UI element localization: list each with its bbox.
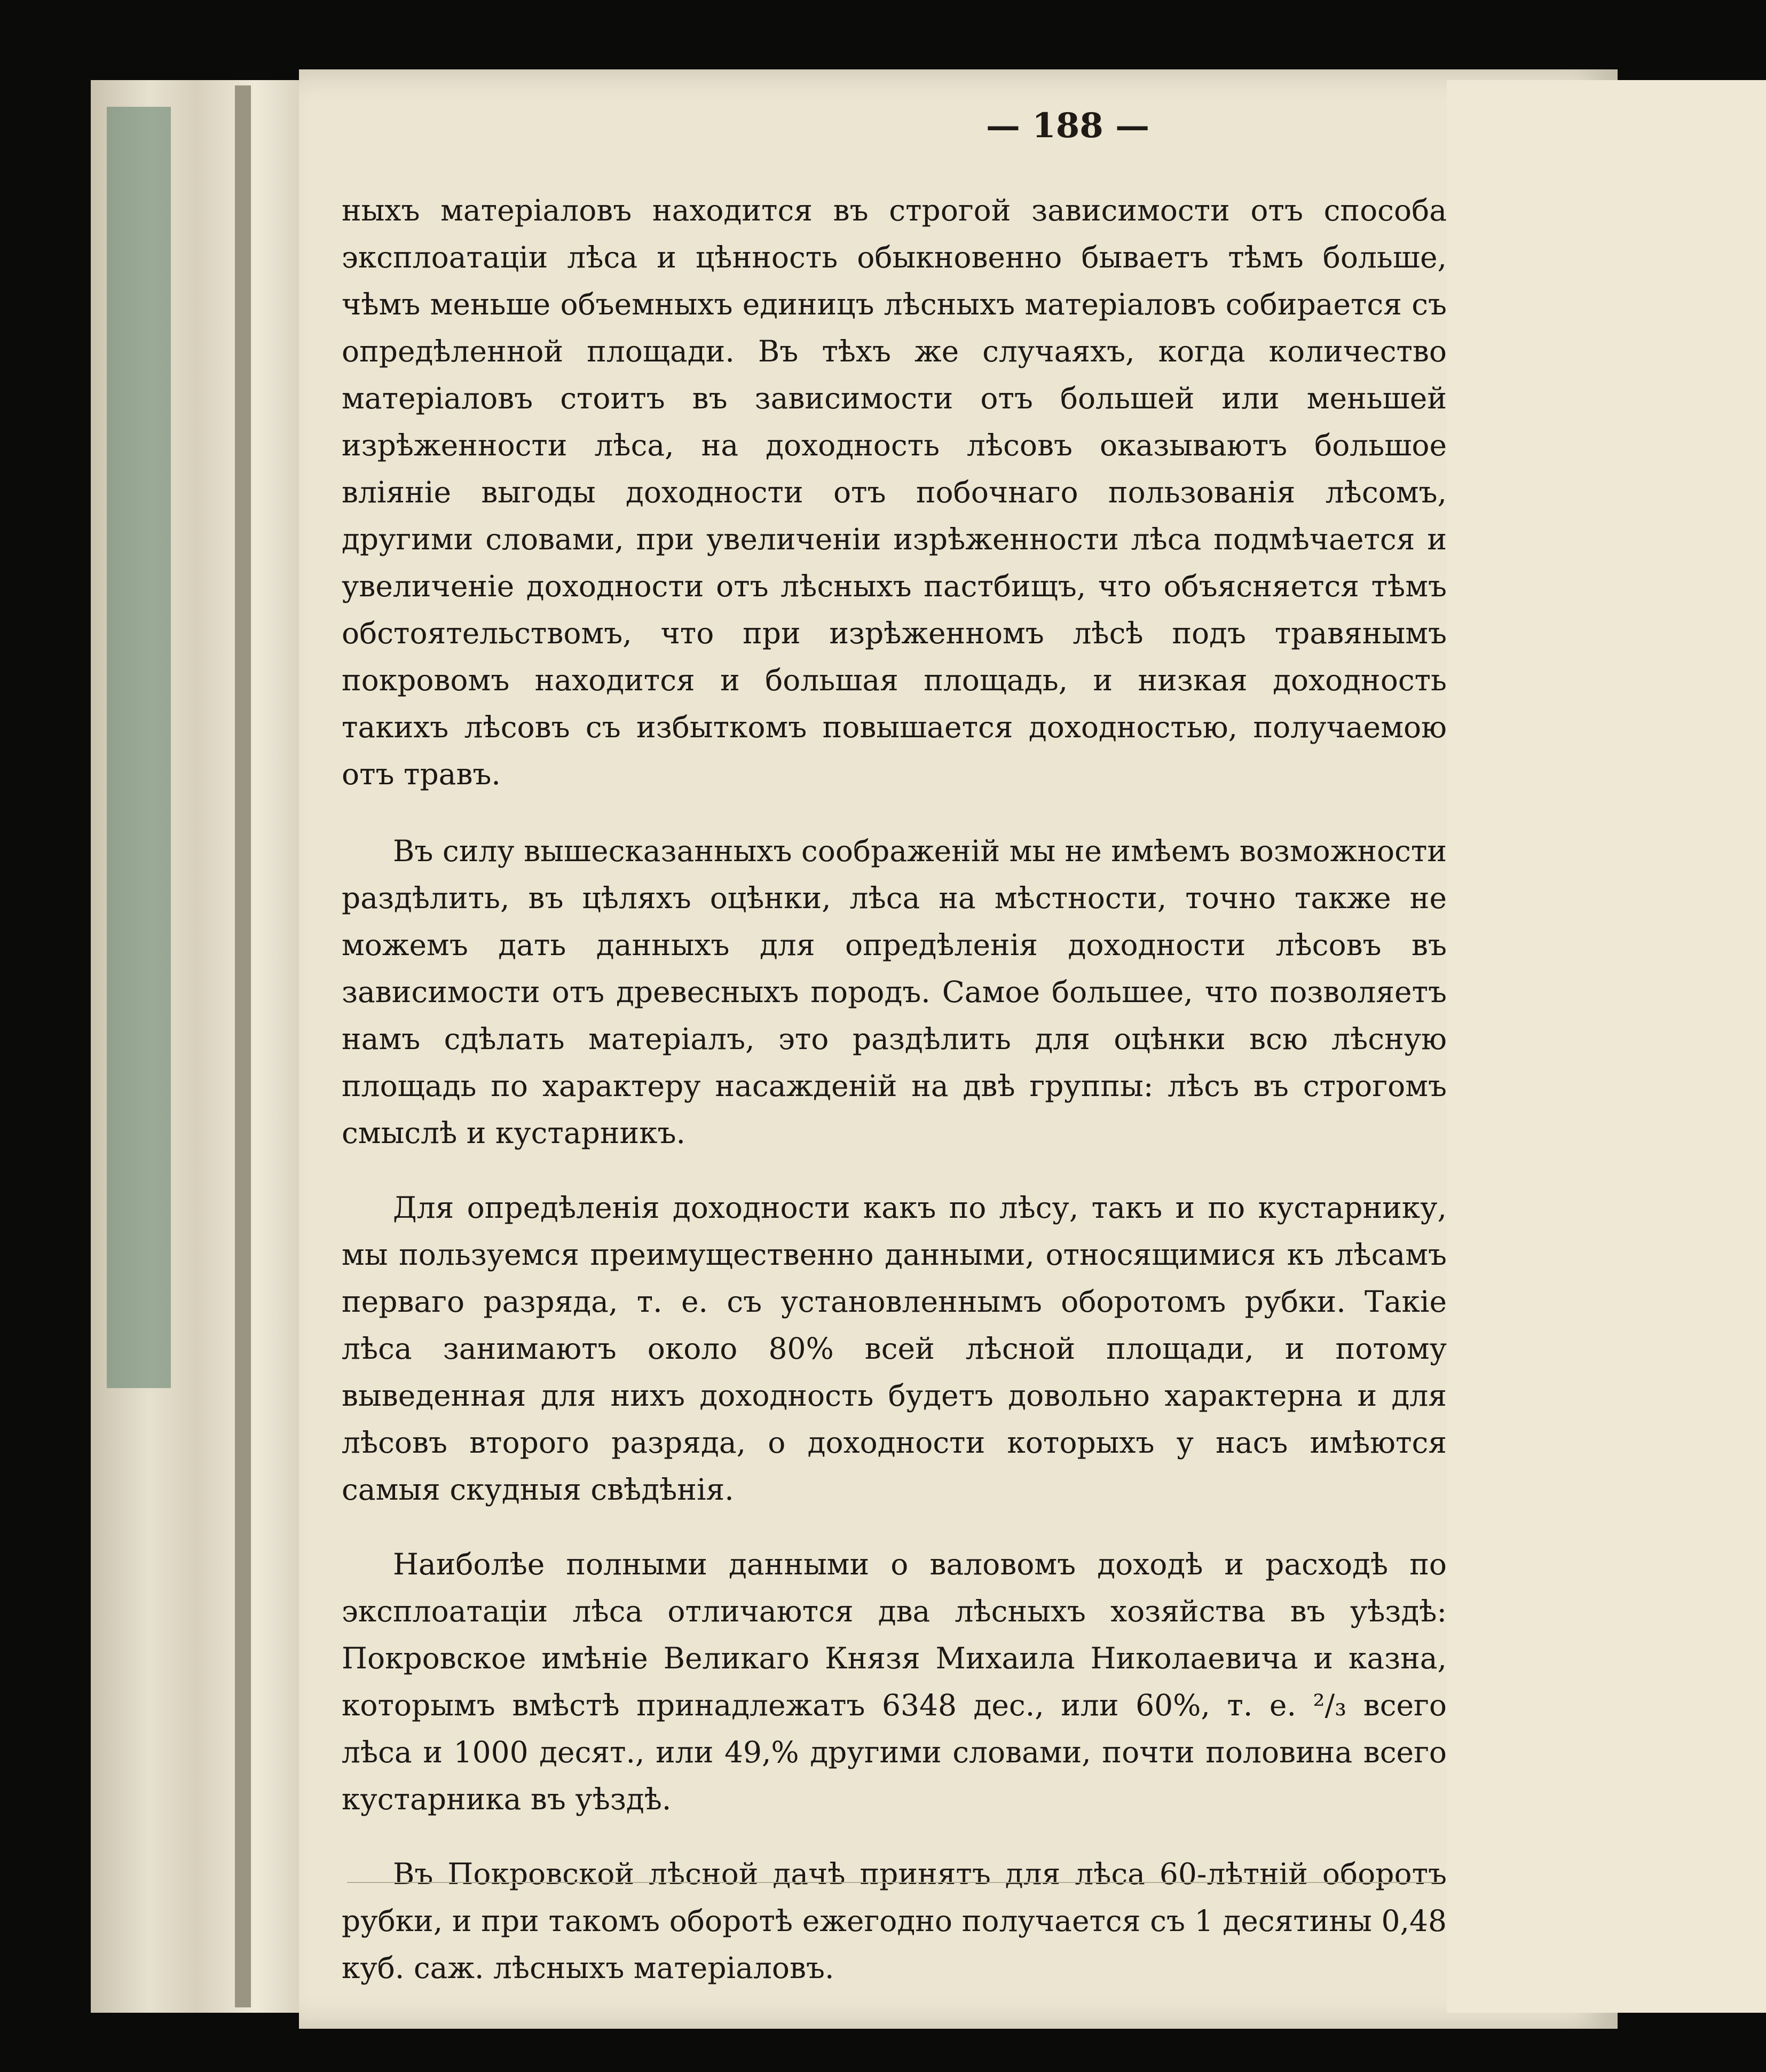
paragraph: Наиболѣе полными данными о валовомъ доходѣ и расходѣ по эксплоатаціи лѣса отличаются два лѣсныхъ хозяйства въ уѣздѣ: Покровское имѣніе Великаго Князя Михаила Николаевича и казна, которымъ вмѣстѣ принадлежатъ 6348 дес., или 60%, т. е. ²/₃ всего лѣса и 1000 десят., или 49,% другими словами, почти половина всего кустарника въ уѣздѣ. [342,1547,1447,1816]
paragraph: Въ Покровской лѣсной дачѣ принятъ для лѣса 60-лѣтній оборотъ рубки, и при такомъ оборотѣ ежегодно получается съ 1 десятины 0,48 куб. саж. лѣсныхъ матеріаловъ. [342,1857,1447,1985]
book-spine-shadow [235,85,251,2007]
page-number: — 188 — [986,106,1150,146]
paragraph: Для опредѣленія доходности какъ по лѣсу, такъ и по кустарнику, мы пользуемся преимущественно данными, относящимися къ лѣсамъ перваго разряда, т. е. съ установленнымъ оборотомъ рубки. Такіе лѣса занимаютъ около 80% всей лѣсной площади, и потому выведенная для нихъ доходность будетъ довольно характерна и для лѣсовъ второго разряда, о доходности которыхъ у насъ имѣются самыя скудныя свѣдѣнія. [342,1191,1447,1507]
body-text [342,187,1447,2019]
book-edge-strip [107,107,171,1388]
right-page [1447,80,1766,2013]
paragraph: ныхъ матеріаловъ находится въ строгой зависимости отъ способа эксплоатаціи лѣса и цѣнность обыкновенно бываетъ тѣмъ больше, чѣмъ меньше объемныхъ единицъ лѣсныхъ матеріаловъ собирается съ опредѣленной площади. Въ тѣхъ же случаяхъ, когда количество матеріаловъ стоитъ въ зависимости отъ большей или меньшей изрѣженности лѣса, на доходность лѣсовъ оказываютъ большое вліяніе выгоды доходности отъ побочнаго пользованія лѣсомъ, другими словами, при увеличеніи изрѣженности лѣса подмѣчается и увеличеніе доходности отъ лѣсныхъ пастбищъ, что объясняется тѣмъ обстоятельствомъ, что при изрѣженномъ лѣсѣ подъ травянымъ покровомъ находится и большая площадь, и низкая доходность такихъ лѣсовъ съ избыткомъ повышается доходностью, получаемою отъ травъ. [342,193,1447,791]
footer-rule [347,1882,1441,1883]
paragraph: Въ силу вышесказанныхъ соображеній мы не имѣемъ возможности раздѣлить, въ цѣляхъ оцѣнки, лѣса на мѣстности, точно также не можемъ дать данныхъ для опредѣленія доходности лѣсовъ въ зависимости отъ древесныхъ породъ. Самое большее, что позволяетъ намъ сдѣлать матеріалъ, это раздѣлить для оцѣнки всю лѣсную площадь по характеру насажденій на двѣ группы: лѣсъ въ строгомъ смыслѣ и кустарникъ. [342,834,1447,1150]
